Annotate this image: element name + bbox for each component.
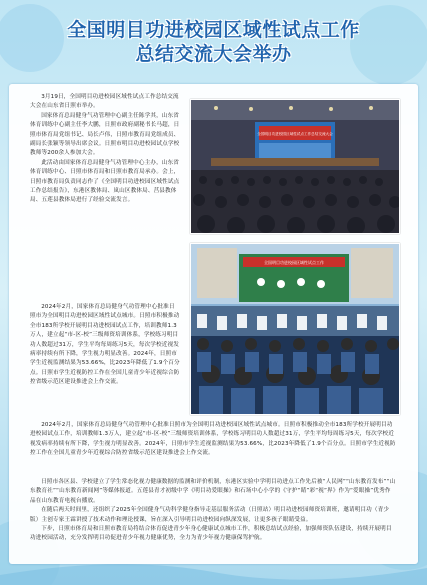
article-paragraph: 此活动由国家体育总局健身气功管理中心主办，山东省体育训练中心、日照市体育局和日照市教育局承办。会上，日照市教育局负责同志作了《全国明目功进校园区域性试点工作总结报告》，东港区教体局、岚山区教体局、莒县教体局、五莲县教体局进行了经验交流发言。 [30, 159, 180, 204]
article-paragraph: 3月19日，全国明目功进校园区域性试点工作总结交流大会在山东省日照市举办。 [30, 94, 179, 110]
page-title-line-1: 全国明目功进校园区域性试点工作 [67, 19, 360, 41]
article-paragraph: 2024年2月，国家体育总局健身气功管理中心批准日照市为全国明目功进校园区域性试点城市。日照市积极推动全市183所学校开展明目功进校园试点工作，培训教师1.3万人，建立起“市-区-校”三级师资培训体系，学校练习明目功人数超过31万，学生平均每周练习5天，每次学校近视发病率持续有所下降，学生视力明显改善。2024年，日照市学生近视监测结果为53.66%，比2023年降低了1.9个百分点。日照市学生近视防控工作在全国儿童青少年近视综合防控省级示范区建设推进会上作交流。 [30, 304, 180, 386]
article-paragraph: 下步，日照市体育局和日照市教育局将结合体育促进青少年身心健康试点城市工作，积极总结试点经验，加强师资队伍建设，持续开展明目功进校园活动，充分发挥明目功促进青少年视力健康优势，全力为青少年视力健康保驾护航。 [30, 526, 392, 542]
article-paragraph: 国家体育总局健身气功管理中心副主任陈学其，山东省体育训练中心副主任李大鹏，日照市政府副秘书长马超，日照市体育局党组书记、局长卢伟，日照市教育局党组成员、副局长张颖等领导出席会议。日照市明目功进校园试点学校教师等200余人参加大会。 [30, 112, 180, 157]
article-paragraph: 日照市各区县、学校建立了学生常态化视力健康数据的监测和评价机制，东港区实验中学明目功进点工作先后被“人民网”“山东教育发布”“山东教育社”“山东教育新闻网”等媒体报道。五莲县青才初级中学《明目功爱眼操》和石场中心小学的《守护“睛”彩“视”界》作为“爱眼操”优秀作品在山东教育电视台播放。 [30, 479, 396, 504]
article-bottom-column [30, 421, 396, 544]
photo2-banner: 全国明目功进校园区域性试点工作 [264, 260, 324, 265]
page-header [0, 18, 427, 66]
article-paragraph: 在随后两天时间里，还组织了2025年全国健身气功科学健身指导走基层服务活动（日照站）明目功进校园师资培训班，邀请明目功（青少版）主创专家王霖讲授了技术动作和理论授课，旨在深入引导明目功进校园向纵深发展，让更多孩子眼睛受益。 [30, 507, 390, 523]
photo-conference-hall [190, 99, 400, 234]
page-title-line-2: 总结交流大会举办 [135, 43, 292, 65]
photo-students-outdoor [190, 243, 400, 415]
photo1-banner: 全国明目功进校园区域性试点工作总结交流大会 [257, 132, 333, 136]
article-paragraph: 2024年2月，国家体育总局健身气功管理中心批准日照市为全国明目功进校园区域性试点城市。日照市积极推动全市183所学校开展明目功进校园试点工作，培训教师1.3万人，建立起“市-区-校”三级师资培训体系，学校练习明目功人数超过31万，学生平均每周练习5天，每次学校近视发病率持续有所下降，学生视力明显改善。2024年，日照市学生近视监测结果为53.66%，比2023年降低了1.9个百分点。日照市学生近视防控工作在全国儿童青少年近视综合防控省级示范区建设推进会上作交流。 [30, 422, 396, 457]
article-left-column [30, 93, 180, 206]
article-paragraph-4-wrapper [30, 303, 180, 417]
